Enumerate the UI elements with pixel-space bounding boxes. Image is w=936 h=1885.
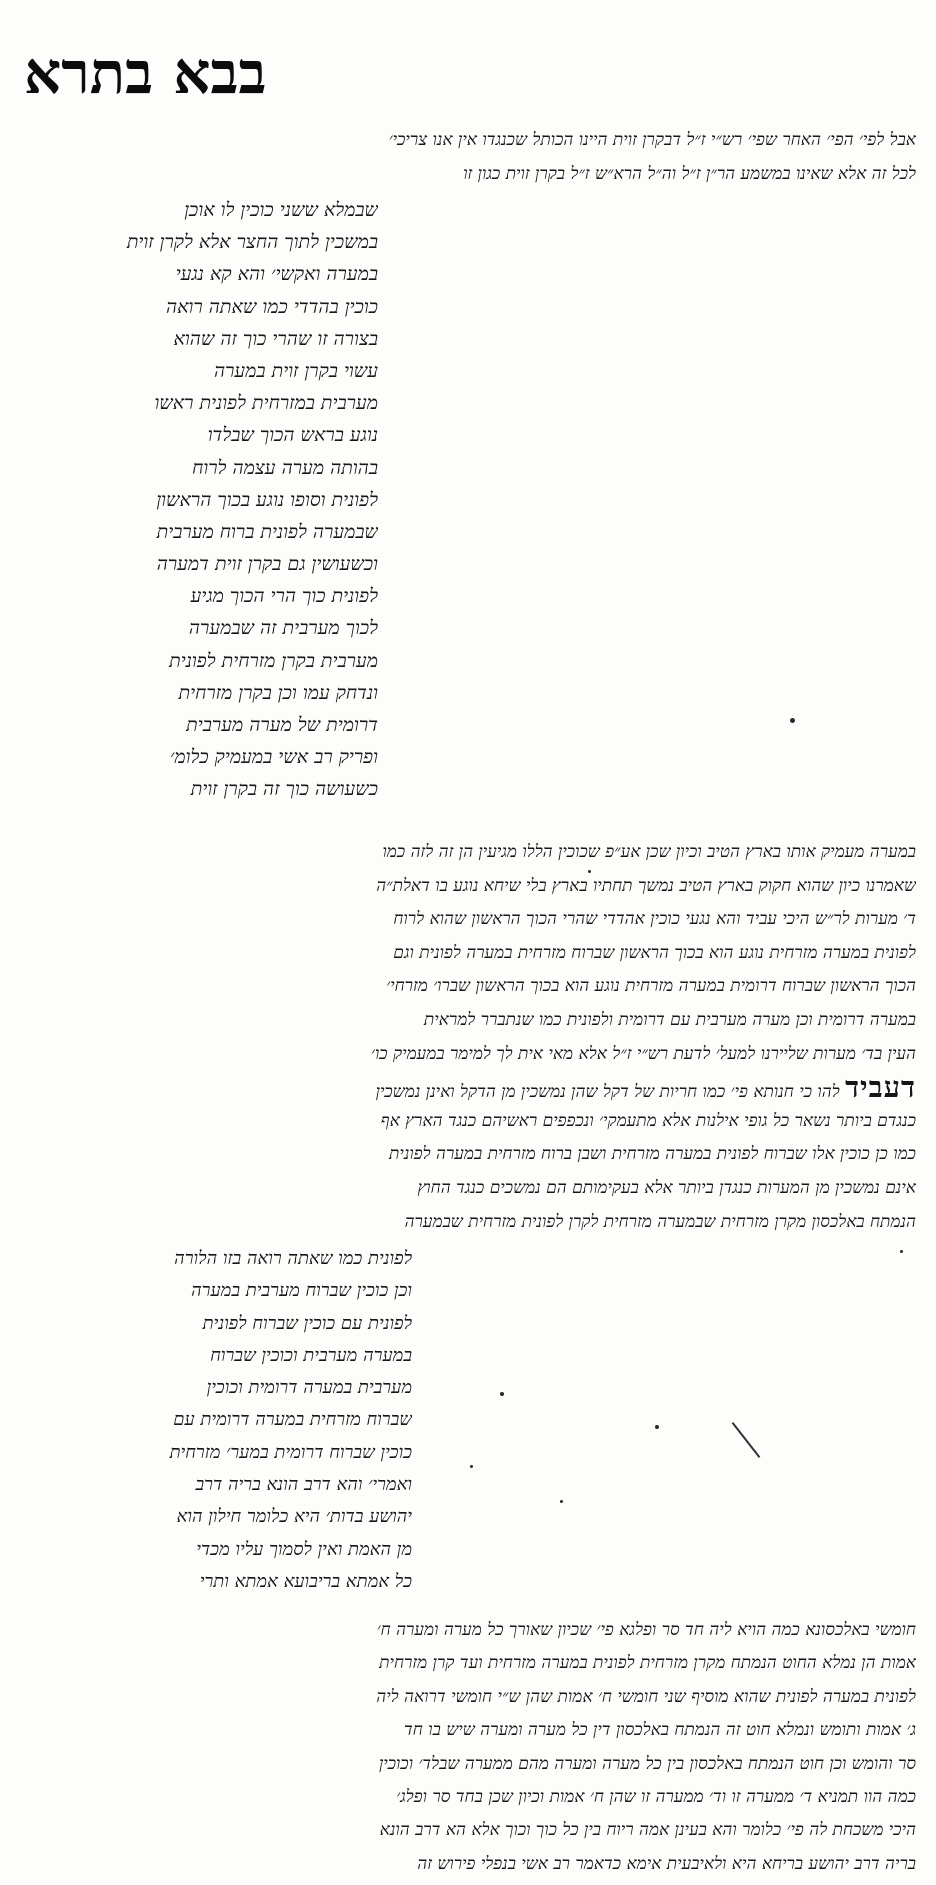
print-speck xyxy=(790,718,795,723)
text-line: כמה הוו תמניא ד׳ ממערה זו וד׳ ממערה זו שהן ח׳ אמות וכיון שכן בחד סר ופלג׳ xyxy=(396,1786,916,1807)
print-speck xyxy=(655,1425,659,1429)
text-line: במשכין לתוך החצר אלא לקרן זוית xyxy=(126,231,378,254)
text-line: בריה דרב יהושע בריחא היא ולאיבעית אימא כדאמר רב אשי בנפלי פירוש זה xyxy=(417,1853,916,1874)
text-line: שבמלא ששני כוכין לו אוכן xyxy=(184,199,378,221)
middle-commentary-block xyxy=(20,836,916,1239)
text-line: להו כי חנותא פי׳ כמו חריות של דקל שהן נמשכין מן הדקל ואינן נמשכין xyxy=(375,1082,840,1103)
text-line: הנמתח באלכסון מקרן מזרחית שבמערה מזרחית לקרן לפונית מזרחית שבמערה xyxy=(404,1211,916,1232)
text-line: במערה ואקשי׳ והא קא נגעי xyxy=(175,263,378,286)
print-speck xyxy=(500,1392,504,1396)
text-line: כמו כן כוכין אלו שברוח לפונית במערה מזרחית ושבן ברוח מזרחית במערה לפונית xyxy=(389,1144,916,1165)
text-line: מערבית במערה דרומית וכוכין xyxy=(206,1377,412,1399)
text-line: יהושע בדות׳ היא כלומר חילון הוא xyxy=(176,1506,412,1528)
text-line: ד׳ מערות לר״ש היכי עביד והא נגעי כוכין אהדדי שהרי הכוך הראשון שהוא לרוח xyxy=(393,909,916,930)
text-line: אמות הן נמלא החוט הנמתח מקרן מזרחית לפונית במערה מזרחית ועד קרן מזרחית xyxy=(379,1653,916,1674)
text-line: לכל זה אלא שאינו במשמע הר״ן ז״ל וה״ל הרא״ש ז״ל בקרן זוית כגון זו xyxy=(463,163,916,184)
text-line: כל אמתא בריבועא אמתא ותרי xyxy=(199,1570,412,1592)
text-line: חומשי באלכסונא כמה הויא ליה חד סר ופלגא פי׳ שכיון שאורך כל מערה ומערה ח׳ xyxy=(376,1620,916,1640)
text-line: סר והומש וכן חוט הנמתח באלכסון בין כל מערה ומערה מהם ממערה שבלד׳ וכוכין xyxy=(378,1753,916,1774)
text-line: וכן כוכין שברוח מערבית במערה xyxy=(191,1280,412,1302)
text-line: לכוך מערבית זה שבמערה xyxy=(188,617,378,640)
text-line: ופריק רב אשי במעמיק כלומ׳ xyxy=(169,746,378,769)
bottom-commentary-block xyxy=(20,1614,916,1881)
text-line: שברוח מזרחית במערה דרומית עם xyxy=(173,1409,412,1431)
text-line: לפונית כמו שאתה רואה בזו הלורה xyxy=(174,1248,412,1269)
print-speck xyxy=(900,1250,903,1253)
print-speck xyxy=(470,1465,473,1468)
text-line: בהותה מערה עצמה לרוח xyxy=(192,456,378,479)
text-line: אבל לפי׳ הפי׳ האחר שפי׳ רש״י ז״ל דבקרן זוית היינו הכותל שכנגדו אין אנו צריכי׳ xyxy=(388,130,916,150)
print-scratch-mark xyxy=(732,1422,761,1458)
text-line: במערה מערבית וכוכין שברוח xyxy=(210,1344,412,1366)
text-line: דרומית של מערה מערבית xyxy=(186,714,378,736)
text-line: לפונית עם כוכין שברוח לפונית xyxy=(202,1312,412,1334)
text-line: לפונית במערה לפונית שהוא מוסיף שני חומשי ח׳ אמות שהן ש״י חומשי דרואה ליה xyxy=(376,1686,916,1707)
text-line: ונדחק עמו וכן בקרן מזרחית xyxy=(178,681,378,704)
text-line: במערה דרומית וכן מערה מערבית עם דרומית ולפונית כמו שנתברר למראית xyxy=(423,1009,916,1030)
text-line: בצורה זו שהרי כוך זה שהוא xyxy=(173,327,378,350)
text-line: לפונית וסופו נוגע בכוך הראשון xyxy=(156,488,378,511)
print-speck xyxy=(588,870,591,873)
text-line: שאמרנו כיון שהוא חקוק בארץ הטיב נמשך תחתיו בארץ בלי שיחא נוגע בו דאלת״ה xyxy=(376,875,916,896)
text-line: היכי משכחת לה פי׳ כלומר והא בעינן אמה ריוח בין כל כוך וכוך אלא הא דרב הונא xyxy=(379,1820,916,1841)
text-line: לפונית במערה מזרחית נוגע הוא בכוך הראשון שברוח מזרחית במערה לפונית וגם xyxy=(393,942,916,963)
text-line: הכוך הראשון שברוח דרומית במערה מזרחית נוגע הוא בכוך הראשון שברו׳ מזרחי׳ xyxy=(386,976,916,997)
text-line: ואמרי׳ והא דרב הונא בריה דרב xyxy=(195,1474,412,1496)
text-line: לפונית כוך הרי הכוך מגיע xyxy=(190,585,378,608)
top-commentary-block xyxy=(20,124,916,191)
text-line: העין בד׳ מערות שליירנו למעל׳ לדעת רש״י ז״ל אלא מאי אית לך למימר במעמיק כו׳ xyxy=(371,1043,916,1064)
narrow-commentary-column xyxy=(20,194,378,806)
text-line: מערבית במזרחית לפונית ראשו xyxy=(154,392,378,415)
text-line: נוגע בראש הכוך שבלדו xyxy=(207,424,378,447)
text-line-with-heading xyxy=(20,1071,916,1105)
text-line: כוכין שברוח דרומית במער׳ מזרחית xyxy=(169,1441,412,1463)
mid-commentary-column xyxy=(20,1243,412,1598)
text-line: מערבית בקרן מזרחית לפונית xyxy=(169,649,378,672)
text-line: ג׳ אמות ותומש ונמלא חוט זה הנמתח באלכסון דין כל מערה ומערה שיש בו חד xyxy=(404,1720,916,1741)
text-line: כנגדם ביותר נשאר כל גופי אילנות אלא מתעמקי׳ ונכפפים ראשיהם כנגד הארץ אף xyxy=(380,1110,916,1131)
text-line: וכשעושין גם בקרן זוית דמערה xyxy=(156,553,378,576)
text-line: עשוי בקרן זוית במערה xyxy=(213,359,378,382)
dibbur-hamatchil-heading: דעביד xyxy=(845,1071,916,1105)
tractate-title: בבא בתרא xyxy=(24,39,267,107)
text-line: במערה מעמיק אותו בארץ הטיב וכיון שכן אע״פ שכוכין הללו מגיעין הן זה לזה כמו xyxy=(382,842,916,862)
text-line: כשעושה כוך זה בקרן זוית xyxy=(190,778,378,801)
text-line: מן האמת ואין לסמוך עליו מכדי xyxy=(196,1538,412,1560)
text-line: שבמערה לפונית ברוח מערבית xyxy=(156,520,378,543)
text-line: כוכין בהדדי כמו שאתה רואה xyxy=(165,295,378,318)
text-line: אינם נמשכין מן המערות כנגדן ביותר אלא בעקימותם הם נמשכים כנגד החוץ xyxy=(417,1177,916,1198)
print-speck xyxy=(560,1500,563,1503)
